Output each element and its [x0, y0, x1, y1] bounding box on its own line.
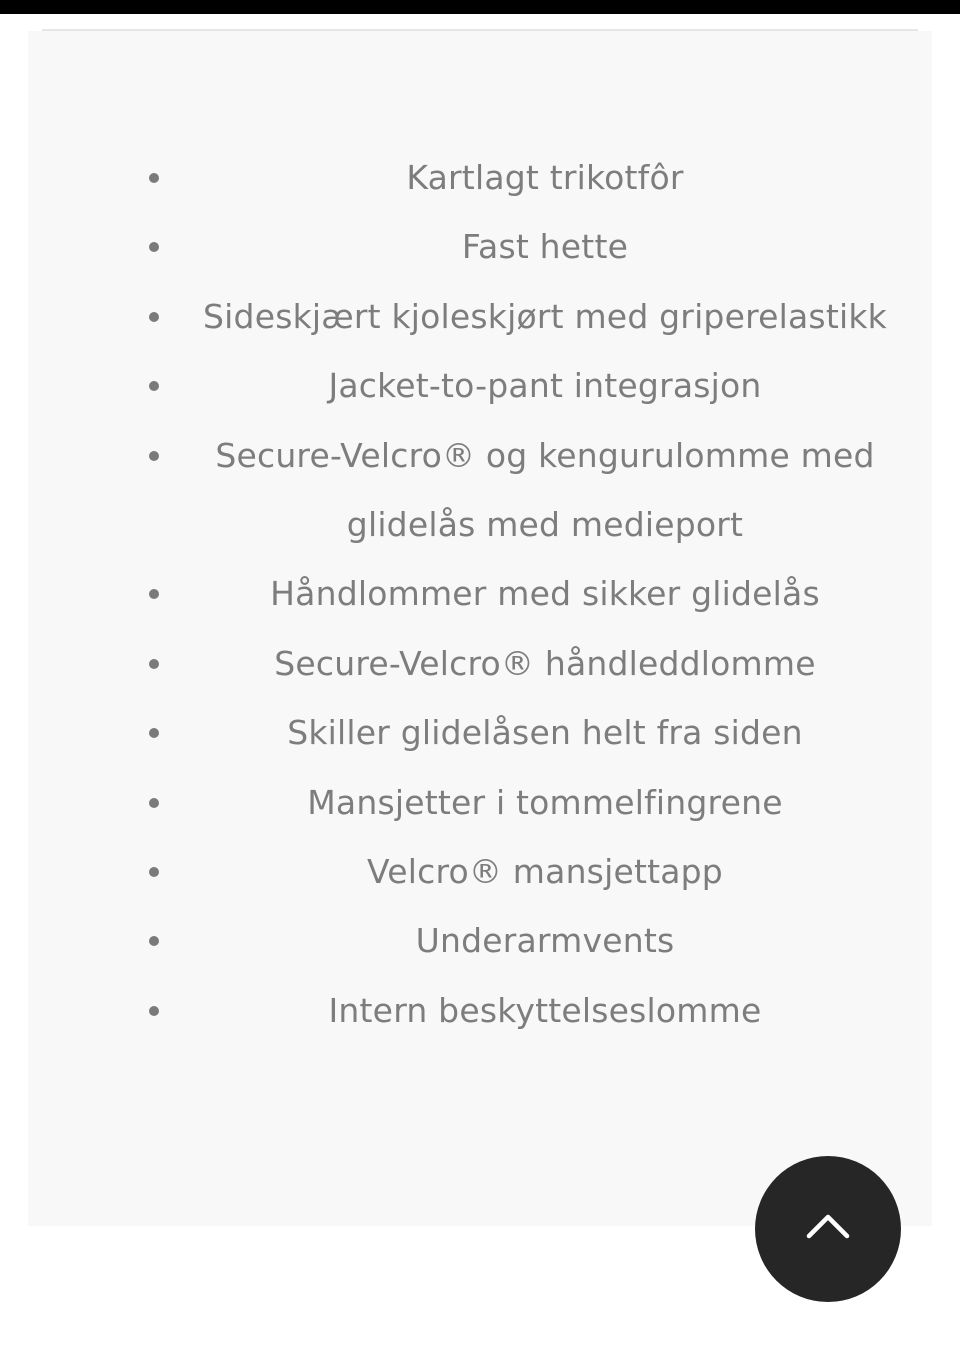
feature-item — [0, 282, 960, 351]
divider — [42, 29, 918, 31]
feature-item — [0, 698, 960, 767]
feature-label: Underarmvents — [415, 921, 675, 961]
chevron-up-icon — [803, 1206, 853, 1252]
bullet-icon — [149, 451, 159, 461]
feature-label: Velcro® mansjettapp — [367, 852, 723, 892]
feature-item — [0, 559, 960, 628]
feature-item — [0, 837, 960, 906]
feature-item — [0, 906, 960, 975]
bullet-icon — [149, 381, 159, 391]
bullet-icon — [149, 728, 159, 738]
bullet-icon — [149, 936, 159, 946]
feature-list — [0, 143, 960, 1045]
bullet-icon — [149, 242, 159, 252]
feature-label: Håndlommer med sikker glidelås — [270, 574, 820, 614]
feature-label: Intern beskyttelseslomme — [328, 990, 762, 1030]
feature-label: Skiller glidelåsen helt fra siden — [287, 713, 803, 753]
bullet-icon — [149, 659, 159, 669]
feature-label: Kartlagt trikotfôr — [406, 158, 684, 197]
bullet-icon — [149, 173, 159, 183]
feature-item — [0, 421, 960, 560]
bullet-icon — [149, 589, 159, 599]
feature-item — [0, 976, 960, 1045]
feature-label: Sideskjært kjoleskjørt med griperelastikk — [203, 296, 887, 336]
feature-label: Secure-Velcro® og kengurulomme med glidelås med medieport — [215, 435, 875, 545]
scroll-to-top-button[interactable] — [755, 1156, 901, 1302]
feature-label: Mansjetter i tommelfingrene — [307, 782, 783, 822]
feature-label: Fast hette — [461, 227, 629, 267]
bullet-icon — [149, 312, 159, 322]
feature-label: Jacket-to-pant integrasjon — [328, 366, 762, 406]
bullet-icon — [149, 1006, 159, 1016]
feature-item — [0, 768, 960, 837]
feature-item — [0, 629, 960, 698]
feature-item — [0, 351, 960, 420]
status-bar — [0, 0, 960, 14]
feature-label: Secure-Velcro® håndleddlomme — [274, 643, 816, 683]
feature-item — [0, 143, 960, 212]
bullet-icon — [149, 798, 159, 808]
bullet-icon — [149, 867, 159, 877]
feature-item — [0, 212, 960, 281]
